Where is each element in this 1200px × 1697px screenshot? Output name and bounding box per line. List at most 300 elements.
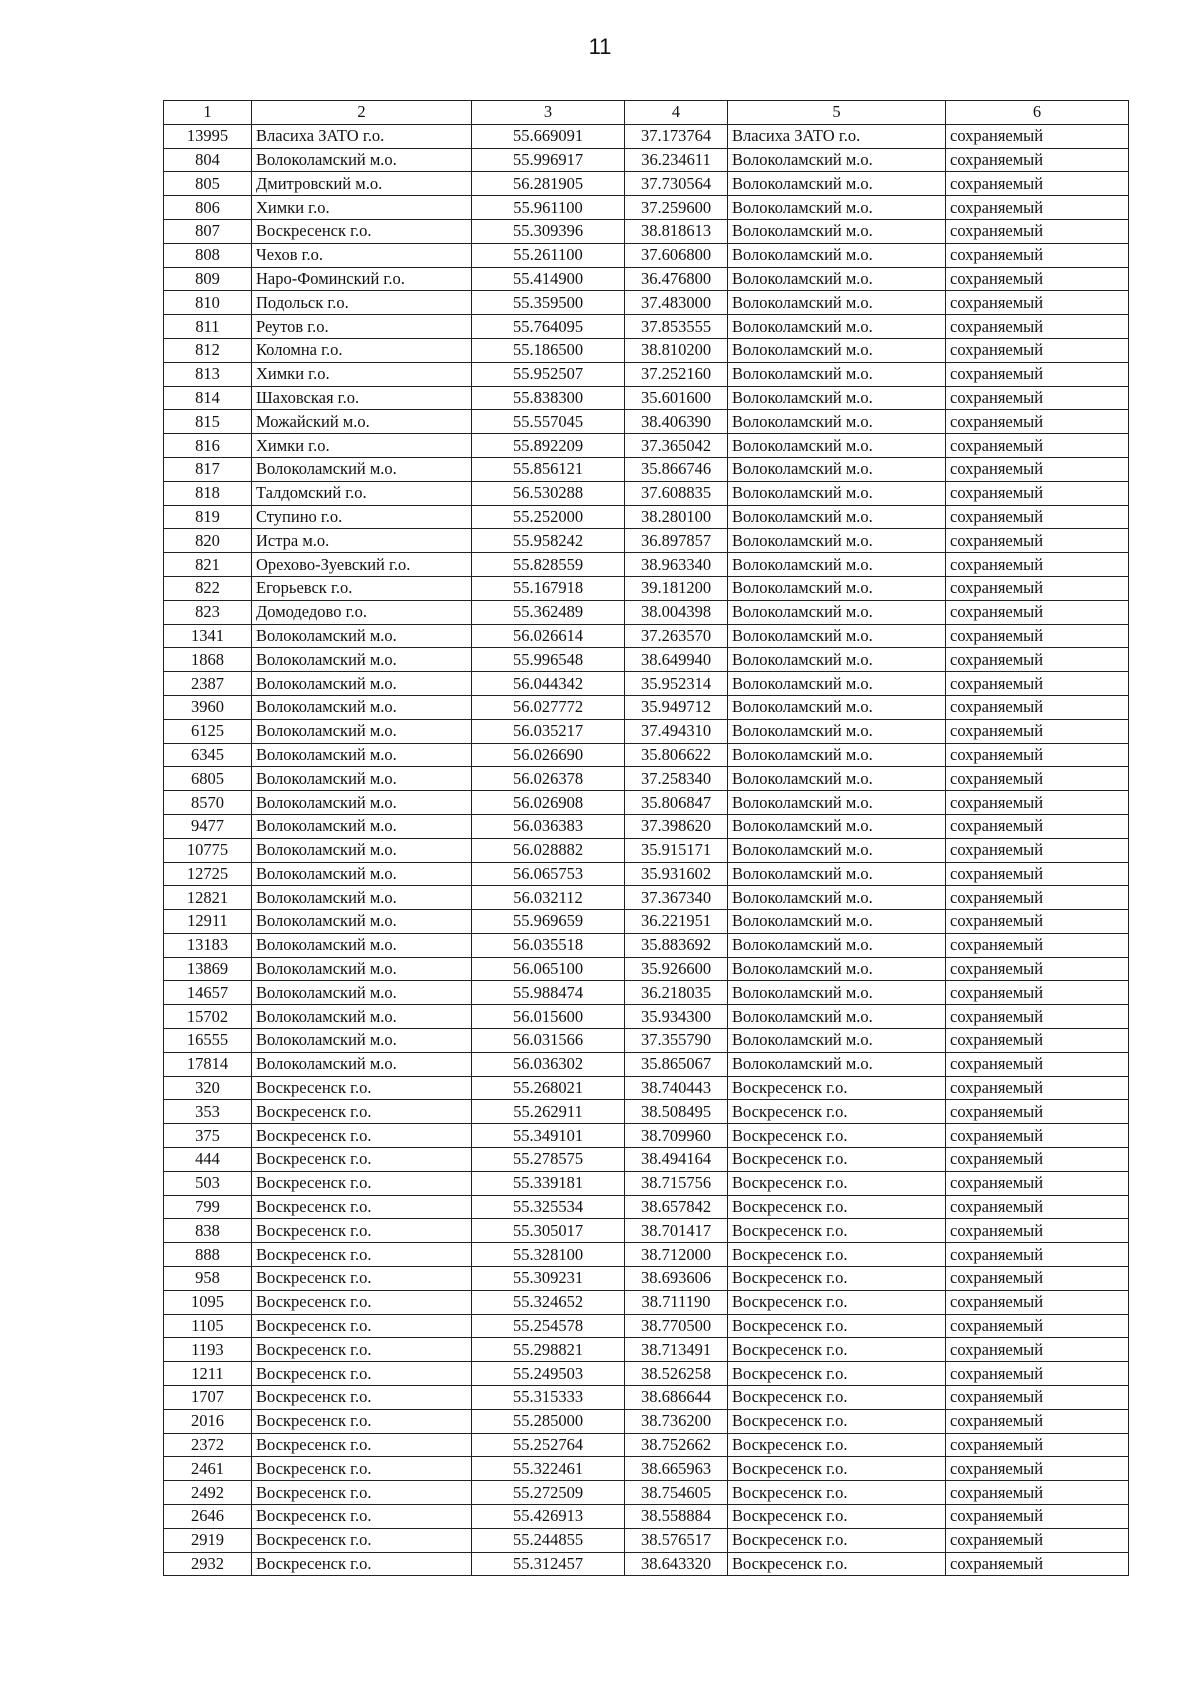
cell-longitude: 38.740443 xyxy=(625,1076,728,1100)
cell-row-id: 15702 xyxy=(164,1005,252,1029)
cell-row-id: 2919 xyxy=(164,1528,252,1552)
column-header-6: 6 xyxy=(946,101,1129,125)
cell-longitude: 35.952314 xyxy=(625,672,728,696)
cell-longitude: 38.715756 xyxy=(625,1171,728,1195)
cell-assigned-district: Воскресенск г.о. xyxy=(728,1362,946,1386)
cell-assigned-district: Волоколамский м.о. xyxy=(728,457,946,481)
cell-latitude: 55.325534 xyxy=(472,1195,625,1219)
cell-assigned-district: Волоколамский м.о. xyxy=(728,886,946,910)
cell-assigned-district: Воскресенск г.о. xyxy=(728,1481,946,1505)
cell-latitude: 55.969659 xyxy=(472,910,625,934)
cell-row-id: 2387 xyxy=(164,672,252,696)
cell-longitude: 35.915171 xyxy=(625,838,728,862)
cell-longitude: 35.926600 xyxy=(625,957,728,981)
table-row xyxy=(164,791,1129,815)
cell-longitude: 35.806847 xyxy=(625,791,728,815)
cell-assigned-district: Волоколамский м.о. xyxy=(728,838,946,862)
cell-assigned-district: Волоколамский м.о. xyxy=(728,648,946,672)
cell-latitude: 55.952507 xyxy=(472,362,625,386)
cell-longitude: 36.221951 xyxy=(625,910,728,934)
cell-assigned-district: Воскресенск г.о. xyxy=(728,1409,946,1433)
cell-assigned-district: Власиха ЗАТО г.о. xyxy=(728,124,946,148)
cell-status: сохраняемый xyxy=(946,529,1129,553)
cell-assigned-district: Волоколамский м.о. xyxy=(728,600,946,624)
cell-status: сохраняемый xyxy=(946,648,1129,672)
cell-latitude: 55.252000 xyxy=(472,505,625,529)
cell-row-id: 811 xyxy=(164,315,252,339)
cell-latitude: 55.254578 xyxy=(472,1314,625,1338)
cell-longitude: 37.853555 xyxy=(625,315,728,339)
cell-longitude: 38.963340 xyxy=(625,553,728,577)
cell-latitude: 56.281905 xyxy=(472,172,625,196)
cell-longitude: 35.931602 xyxy=(625,862,728,886)
table-row xyxy=(164,1505,1129,1529)
cell-assigned-district: Воскресенск г.о. xyxy=(728,1267,946,1291)
cell-row-id: 838 xyxy=(164,1219,252,1243)
cell-status: сохраняемый xyxy=(946,124,1129,148)
cell-row-id: 2932 xyxy=(164,1552,252,1576)
table-row xyxy=(164,933,1129,957)
cell-assigned-district: Воскресенск г.о. xyxy=(728,1528,946,1552)
table-row xyxy=(164,695,1129,719)
cell-latitude: 56.031566 xyxy=(472,1029,625,1053)
cell-assigned-district: Волоколамский м.о. xyxy=(728,719,946,743)
cell-longitude: 38.526258 xyxy=(625,1362,728,1386)
cell-latitude: 55.244855 xyxy=(472,1528,625,1552)
cell-status: сохраняемый xyxy=(946,172,1129,196)
cell-longitude: 38.712000 xyxy=(625,1243,728,1267)
cell-latitude: 56.028882 xyxy=(472,838,625,862)
cell-row-id: 822 xyxy=(164,576,252,600)
cell-municipality: Воскресенск г.о. xyxy=(252,1314,472,1338)
cell-longitude: 38.693606 xyxy=(625,1267,728,1291)
cell-municipality: Волоколамский м.о. xyxy=(252,791,472,815)
cell-longitude: 38.643320 xyxy=(625,1552,728,1576)
cell-longitude: 38.576517 xyxy=(625,1528,728,1552)
cell-latitude: 56.026378 xyxy=(472,767,625,791)
cell-latitude: 55.167918 xyxy=(472,576,625,600)
table-row xyxy=(164,434,1129,458)
cell-assigned-district: Волоколамский м.о. xyxy=(728,148,946,172)
table-row xyxy=(164,1195,1129,1219)
cell-latitude: 56.065100 xyxy=(472,957,625,981)
cell-latitude: 56.065753 xyxy=(472,862,625,886)
cell-latitude: 56.530288 xyxy=(472,481,625,505)
cell-longitude: 36.218035 xyxy=(625,981,728,1005)
cell-status: сохраняемый xyxy=(946,1243,1129,1267)
cell-assigned-district: Воскресенск г.о. xyxy=(728,1148,946,1172)
table-row xyxy=(164,338,1129,362)
cell-status: сохраняемый xyxy=(946,1029,1129,1053)
cell-status: сохраняемый xyxy=(946,434,1129,458)
cell-status: сохраняемый xyxy=(946,767,1129,791)
cell-latitude: 55.764095 xyxy=(472,315,625,339)
cell-row-id: 444 xyxy=(164,1148,252,1172)
cell-row-id: 6805 xyxy=(164,767,252,791)
cell-status: сохраняемый xyxy=(946,1386,1129,1410)
cell-longitude: 38.818613 xyxy=(625,219,728,243)
cell-assigned-district: Волоколамский м.о. xyxy=(728,981,946,1005)
cell-status: сохраняемый xyxy=(946,1362,1129,1386)
cell-latitude: 55.186500 xyxy=(472,338,625,362)
cell-municipality: Волоколамский м.о. xyxy=(252,457,472,481)
table-row xyxy=(164,1290,1129,1314)
cell-longitude: 38.657842 xyxy=(625,1195,728,1219)
cell-status: сохраняемый xyxy=(946,1457,1129,1481)
cell-municipality: Коломна г.о. xyxy=(252,338,472,362)
cell-status: сохраняемый xyxy=(946,791,1129,815)
cell-row-id: 821 xyxy=(164,553,252,577)
cell-latitude: 56.036302 xyxy=(472,1052,625,1076)
cell-status: сохраняемый xyxy=(946,886,1129,910)
cell-municipality: Волоколамский м.о. xyxy=(252,624,472,648)
cell-municipality: Волоколамский м.о. xyxy=(252,1052,472,1076)
cell-longitude: 37.608835 xyxy=(625,481,728,505)
cell-assigned-district: Волоколамский м.о. xyxy=(728,243,946,267)
cell-municipality: Волоколамский м.о. xyxy=(252,814,472,838)
cell-row-id: 503 xyxy=(164,1171,252,1195)
table-row xyxy=(164,1052,1129,1076)
cell-status: сохраняемый xyxy=(946,362,1129,386)
table-row xyxy=(164,1243,1129,1267)
cell-row-id: 3960 xyxy=(164,695,252,719)
cell-row-id: 799 xyxy=(164,1195,252,1219)
table-row xyxy=(164,1528,1129,1552)
cell-assigned-district: Волоколамский м.о. xyxy=(728,1005,946,1029)
cell-municipality: Волоколамский м.о. xyxy=(252,743,472,767)
cell-latitude: 55.892209 xyxy=(472,434,625,458)
cell-municipality: Воскресенск г.о. xyxy=(252,1409,472,1433)
cell-latitude: 55.426913 xyxy=(472,1505,625,1529)
cell-row-id: 2646 xyxy=(164,1505,252,1529)
cell-status: сохраняемый xyxy=(946,933,1129,957)
cell-longitude: 38.736200 xyxy=(625,1409,728,1433)
table-row xyxy=(164,1457,1129,1481)
cell-row-id: 13869 xyxy=(164,957,252,981)
cell-longitude: 38.494164 xyxy=(625,1148,728,1172)
cell-longitude: 37.365042 xyxy=(625,434,728,458)
cell-status: сохраняемый xyxy=(946,410,1129,434)
cell-longitude: 37.494310 xyxy=(625,719,728,743)
cell-latitude: 55.252764 xyxy=(472,1433,625,1457)
table-row xyxy=(164,1267,1129,1291)
cell-longitude: 35.934300 xyxy=(625,1005,728,1029)
cell-assigned-district: Волоколамский м.о. xyxy=(728,910,946,934)
cell-row-id: 808 xyxy=(164,243,252,267)
cell-longitude: 37.398620 xyxy=(625,814,728,838)
cell-row-id: 9477 xyxy=(164,814,252,838)
column-header-5: 5 xyxy=(728,101,946,125)
cell-latitude: 55.961100 xyxy=(472,196,625,220)
cell-latitude: 55.339181 xyxy=(472,1171,625,1195)
cell-longitude: 38.686644 xyxy=(625,1386,728,1410)
cell-longitude: 35.865067 xyxy=(625,1052,728,1076)
cell-latitude: 55.557045 xyxy=(472,410,625,434)
cell-latitude: 55.838300 xyxy=(472,386,625,410)
cell-latitude: 55.669091 xyxy=(472,124,625,148)
cell-assigned-district: Воскресенск г.о. xyxy=(728,1552,946,1576)
cell-latitude: 55.312457 xyxy=(472,1552,625,1576)
cell-status: сохраняемый xyxy=(946,386,1129,410)
cell-status: сохраняемый xyxy=(946,553,1129,577)
cell-latitude: 55.414900 xyxy=(472,267,625,291)
cell-municipality: Можайский м.о. xyxy=(252,410,472,434)
cell-longitude: 37.367340 xyxy=(625,886,728,910)
cell-latitude: 56.015600 xyxy=(472,1005,625,1029)
cell-assigned-district: Волоколамский м.о. xyxy=(728,338,946,362)
cell-status: сохраняемый xyxy=(946,1338,1129,1362)
cell-municipality: Дмитровский м.о. xyxy=(252,172,472,196)
cell-row-id: 1193 xyxy=(164,1338,252,1362)
cell-municipality: Волоколамский м.о. xyxy=(252,910,472,934)
cell-assigned-district: Волоколамский м.о. xyxy=(728,196,946,220)
cell-municipality: Воскресенск г.о. xyxy=(252,1148,472,1172)
cell-status: сохраняемый xyxy=(946,862,1129,886)
cell-status: сохраняемый xyxy=(946,1076,1129,1100)
table-row xyxy=(164,648,1129,672)
cell-assigned-district: Воскресенск г.о. xyxy=(728,1290,946,1314)
cell-municipality: Воскресенск г.о. xyxy=(252,219,472,243)
cell-longitude: 38.754605 xyxy=(625,1481,728,1505)
cell-row-id: 812 xyxy=(164,338,252,362)
table-row xyxy=(164,1481,1129,1505)
cell-latitude: 55.261100 xyxy=(472,243,625,267)
cell-assigned-district: Волоколамский м.о. xyxy=(728,529,946,553)
table-row xyxy=(164,219,1129,243)
cell-status: сохраняемый xyxy=(946,1195,1129,1219)
cell-latitude: 55.856121 xyxy=(472,457,625,481)
cell-assigned-district: Волоколамский м.о. xyxy=(728,1029,946,1053)
table-row xyxy=(164,910,1129,934)
table-row xyxy=(164,1171,1129,1195)
cell-latitude: 56.035518 xyxy=(472,933,625,957)
cell-assigned-district: Воскресенск г.о. xyxy=(728,1505,946,1529)
cell-latitude: 56.026690 xyxy=(472,743,625,767)
cell-row-id: 6345 xyxy=(164,743,252,767)
cell-status: сохраняемый xyxy=(946,957,1129,981)
cell-longitude: 38.649940 xyxy=(625,648,728,672)
cell-status: сохраняемый xyxy=(946,1481,1129,1505)
cell-longitude: 36.476800 xyxy=(625,267,728,291)
cell-assigned-district: Воскресенск г.о. xyxy=(728,1171,946,1195)
table-row xyxy=(164,767,1129,791)
cell-latitude: 55.309396 xyxy=(472,219,625,243)
cell-municipality: Талдомский г.о. xyxy=(252,481,472,505)
table-row xyxy=(164,838,1129,862)
cell-status: сохраняемый xyxy=(946,1314,1129,1338)
cell-longitude: 38.406390 xyxy=(625,410,728,434)
cell-municipality: Ступино г.о. xyxy=(252,505,472,529)
cell-latitude: 55.828559 xyxy=(472,553,625,577)
cell-municipality: Волоколамский м.о. xyxy=(252,933,472,957)
cell-row-id: 806 xyxy=(164,196,252,220)
cell-row-id: 353 xyxy=(164,1100,252,1124)
cell-latitude: 55.996917 xyxy=(472,148,625,172)
cell-row-id: 815 xyxy=(164,410,252,434)
cell-assigned-district: Волоколамский м.о. xyxy=(728,362,946,386)
table-row xyxy=(164,124,1129,148)
cell-municipality: Волоколамский м.о. xyxy=(252,148,472,172)
table-body xyxy=(164,124,1129,1576)
cell-longitude: 37.252160 xyxy=(625,362,728,386)
cell-status: сохраняемый xyxy=(946,576,1129,600)
cell-assigned-district: Волоколамский м.о. xyxy=(728,624,946,648)
cell-latitude: 55.996548 xyxy=(472,648,625,672)
cell-municipality: Воскресенск г.о. xyxy=(252,1338,472,1362)
cell-latitude: 55.272509 xyxy=(472,1481,625,1505)
cell-latitude: 55.315333 xyxy=(472,1386,625,1410)
cell-municipality: Волоколамский м.о. xyxy=(252,719,472,743)
table-row xyxy=(164,386,1129,410)
cell-municipality: Воскресенск г.о. xyxy=(252,1528,472,1552)
cell-municipality: Орехово-Зуевский г.о. xyxy=(252,553,472,577)
cell-municipality: Реутов г.о. xyxy=(252,315,472,339)
cell-assigned-district: Волоколамский м.о. xyxy=(728,553,946,577)
cell-municipality: Чехов г.о. xyxy=(252,243,472,267)
cell-status: сохраняемый xyxy=(946,457,1129,481)
table-row xyxy=(164,1362,1129,1386)
table-row xyxy=(164,957,1129,981)
cell-municipality: Воскресенск г.о. xyxy=(252,1362,472,1386)
cell-municipality: Волоколамский м.о. xyxy=(252,838,472,862)
cell-status: сохраняемый xyxy=(946,1148,1129,1172)
cell-row-id: 1095 xyxy=(164,1290,252,1314)
cell-municipality: Шаховская г.о. xyxy=(252,386,472,410)
cell-assigned-district: Волоколамский м.о. xyxy=(728,695,946,719)
cell-row-id: 14657 xyxy=(164,981,252,1005)
cell-status: сохраняемый xyxy=(946,1267,1129,1291)
cell-row-id: 1707 xyxy=(164,1386,252,1410)
cell-longitude: 39.181200 xyxy=(625,576,728,600)
cell-assigned-district: Волоколамский м.о. xyxy=(728,957,946,981)
table-row xyxy=(164,315,1129,339)
cell-assigned-district: Волоколамский м.о. xyxy=(728,814,946,838)
cell-row-id: 13183 xyxy=(164,933,252,957)
cell-latitude: 56.026614 xyxy=(472,624,625,648)
cell-row-id: 2372 xyxy=(164,1433,252,1457)
cell-status: сохраняемый xyxy=(946,910,1129,934)
cell-latitude: 55.249503 xyxy=(472,1362,625,1386)
cell-assigned-district: Воскресенск г.о. xyxy=(728,1100,946,1124)
table-row xyxy=(164,243,1129,267)
header-row xyxy=(164,101,1129,125)
table-row xyxy=(164,148,1129,172)
table-row xyxy=(164,1076,1129,1100)
cell-row-id: 12821 xyxy=(164,886,252,910)
cell-municipality: Волоколамский м.о. xyxy=(252,981,472,1005)
table-row xyxy=(164,553,1129,577)
cell-municipality: Домодедово г.о. xyxy=(252,600,472,624)
cell-row-id: 820 xyxy=(164,529,252,553)
cell-latitude: 55.324652 xyxy=(472,1290,625,1314)
cell-row-id: 888 xyxy=(164,1243,252,1267)
cell-longitude: 38.713491 xyxy=(625,1338,728,1362)
cell-row-id: 2461 xyxy=(164,1457,252,1481)
cell-assigned-district: Воскресенск г.о. xyxy=(728,1314,946,1338)
cell-longitude: 35.806622 xyxy=(625,743,728,767)
cell-row-id: 1211 xyxy=(164,1362,252,1386)
cell-assigned-district: Волоколамский м.о. xyxy=(728,672,946,696)
cell-assigned-district: Волоколамский м.о. xyxy=(728,743,946,767)
cell-longitude: 38.558884 xyxy=(625,1505,728,1529)
table-row xyxy=(164,457,1129,481)
cell-row-id: 817 xyxy=(164,457,252,481)
cell-row-id: 10775 xyxy=(164,838,252,862)
cell-latitude: 55.349101 xyxy=(472,1124,625,1148)
cell-status: сохраняемый xyxy=(946,267,1129,291)
cell-municipality: Воскресенск г.о. xyxy=(252,1433,472,1457)
cell-status: сохраняемый xyxy=(946,505,1129,529)
cell-longitude: 35.601600 xyxy=(625,386,728,410)
page-number: 11 xyxy=(588,34,612,59)
cell-status: сохраняемый xyxy=(946,1505,1129,1529)
cell-assigned-district: Волоколамский м.о. xyxy=(728,315,946,339)
cell-longitude: 36.897857 xyxy=(625,529,728,553)
cell-row-id: 805 xyxy=(164,172,252,196)
cell-status: сохраняемый xyxy=(946,1552,1129,1576)
cell-municipality: Воскресенск г.о. xyxy=(252,1076,472,1100)
cell-latitude: 55.268021 xyxy=(472,1076,625,1100)
table-row xyxy=(164,814,1129,838)
cell-row-id: 2492 xyxy=(164,1481,252,1505)
cell-status: сохраняемый xyxy=(946,672,1129,696)
cell-municipality: Воскресенск г.о. xyxy=(252,1505,472,1529)
cell-latitude: 55.359500 xyxy=(472,291,625,315)
cell-municipality: Воскресенск г.о. xyxy=(252,1290,472,1314)
cell-status: сохраняемый xyxy=(946,148,1129,172)
cell-longitude: 35.883692 xyxy=(625,933,728,957)
table-row xyxy=(164,743,1129,767)
cell-municipality: Волоколамский м.о. xyxy=(252,886,472,910)
cell-municipality: Воскресенск г.о. xyxy=(252,1552,472,1576)
table-row xyxy=(164,719,1129,743)
cell-longitude: 37.483000 xyxy=(625,291,728,315)
cell-row-id: 13995 xyxy=(164,124,252,148)
cell-longitude: 35.866746 xyxy=(625,457,728,481)
table-row xyxy=(164,362,1129,386)
cell-row-id: 819 xyxy=(164,505,252,529)
cell-longitude: 37.258340 xyxy=(625,767,728,791)
cell-row-id: 1341 xyxy=(164,624,252,648)
cell-row-id: 1105 xyxy=(164,1314,252,1338)
cell-longitude: 37.259600 xyxy=(625,196,728,220)
cell-municipality: Егорьевск г.о. xyxy=(252,576,472,600)
cell-status: сохраняемый xyxy=(946,814,1129,838)
cell-municipality: Истра м.о. xyxy=(252,529,472,553)
cell-assigned-district: Воскресенск г.о. xyxy=(728,1076,946,1100)
cell-row-id: 810 xyxy=(164,291,252,315)
cell-municipality: Волоколамский м.о. xyxy=(252,672,472,696)
cell-assigned-district: Волоколамский м.о. xyxy=(728,172,946,196)
cell-longitude: 38.752662 xyxy=(625,1433,728,1457)
table-row xyxy=(164,1433,1129,1457)
cell-latitude: 55.305017 xyxy=(472,1219,625,1243)
cell-longitude: 38.004398 xyxy=(625,600,728,624)
cell-row-id: 804 xyxy=(164,148,252,172)
cell-status: сохраняемый xyxy=(946,719,1129,743)
cell-longitude: 37.355790 xyxy=(625,1029,728,1053)
cell-row-id: 320 xyxy=(164,1076,252,1100)
cell-municipality: Воскресенск г.о. xyxy=(252,1457,472,1481)
table-row xyxy=(164,981,1129,1005)
cell-latitude: 56.044342 xyxy=(472,672,625,696)
cell-latitude: 56.027772 xyxy=(472,695,625,719)
cell-status: сохраняемый xyxy=(946,1005,1129,1029)
cell-assigned-district: Воскресенск г.о. xyxy=(728,1457,946,1481)
cell-municipality: Воскресенск г.о. xyxy=(252,1219,472,1243)
table-row xyxy=(164,672,1129,696)
cell-municipality: Воскресенск г.о. xyxy=(252,1100,472,1124)
